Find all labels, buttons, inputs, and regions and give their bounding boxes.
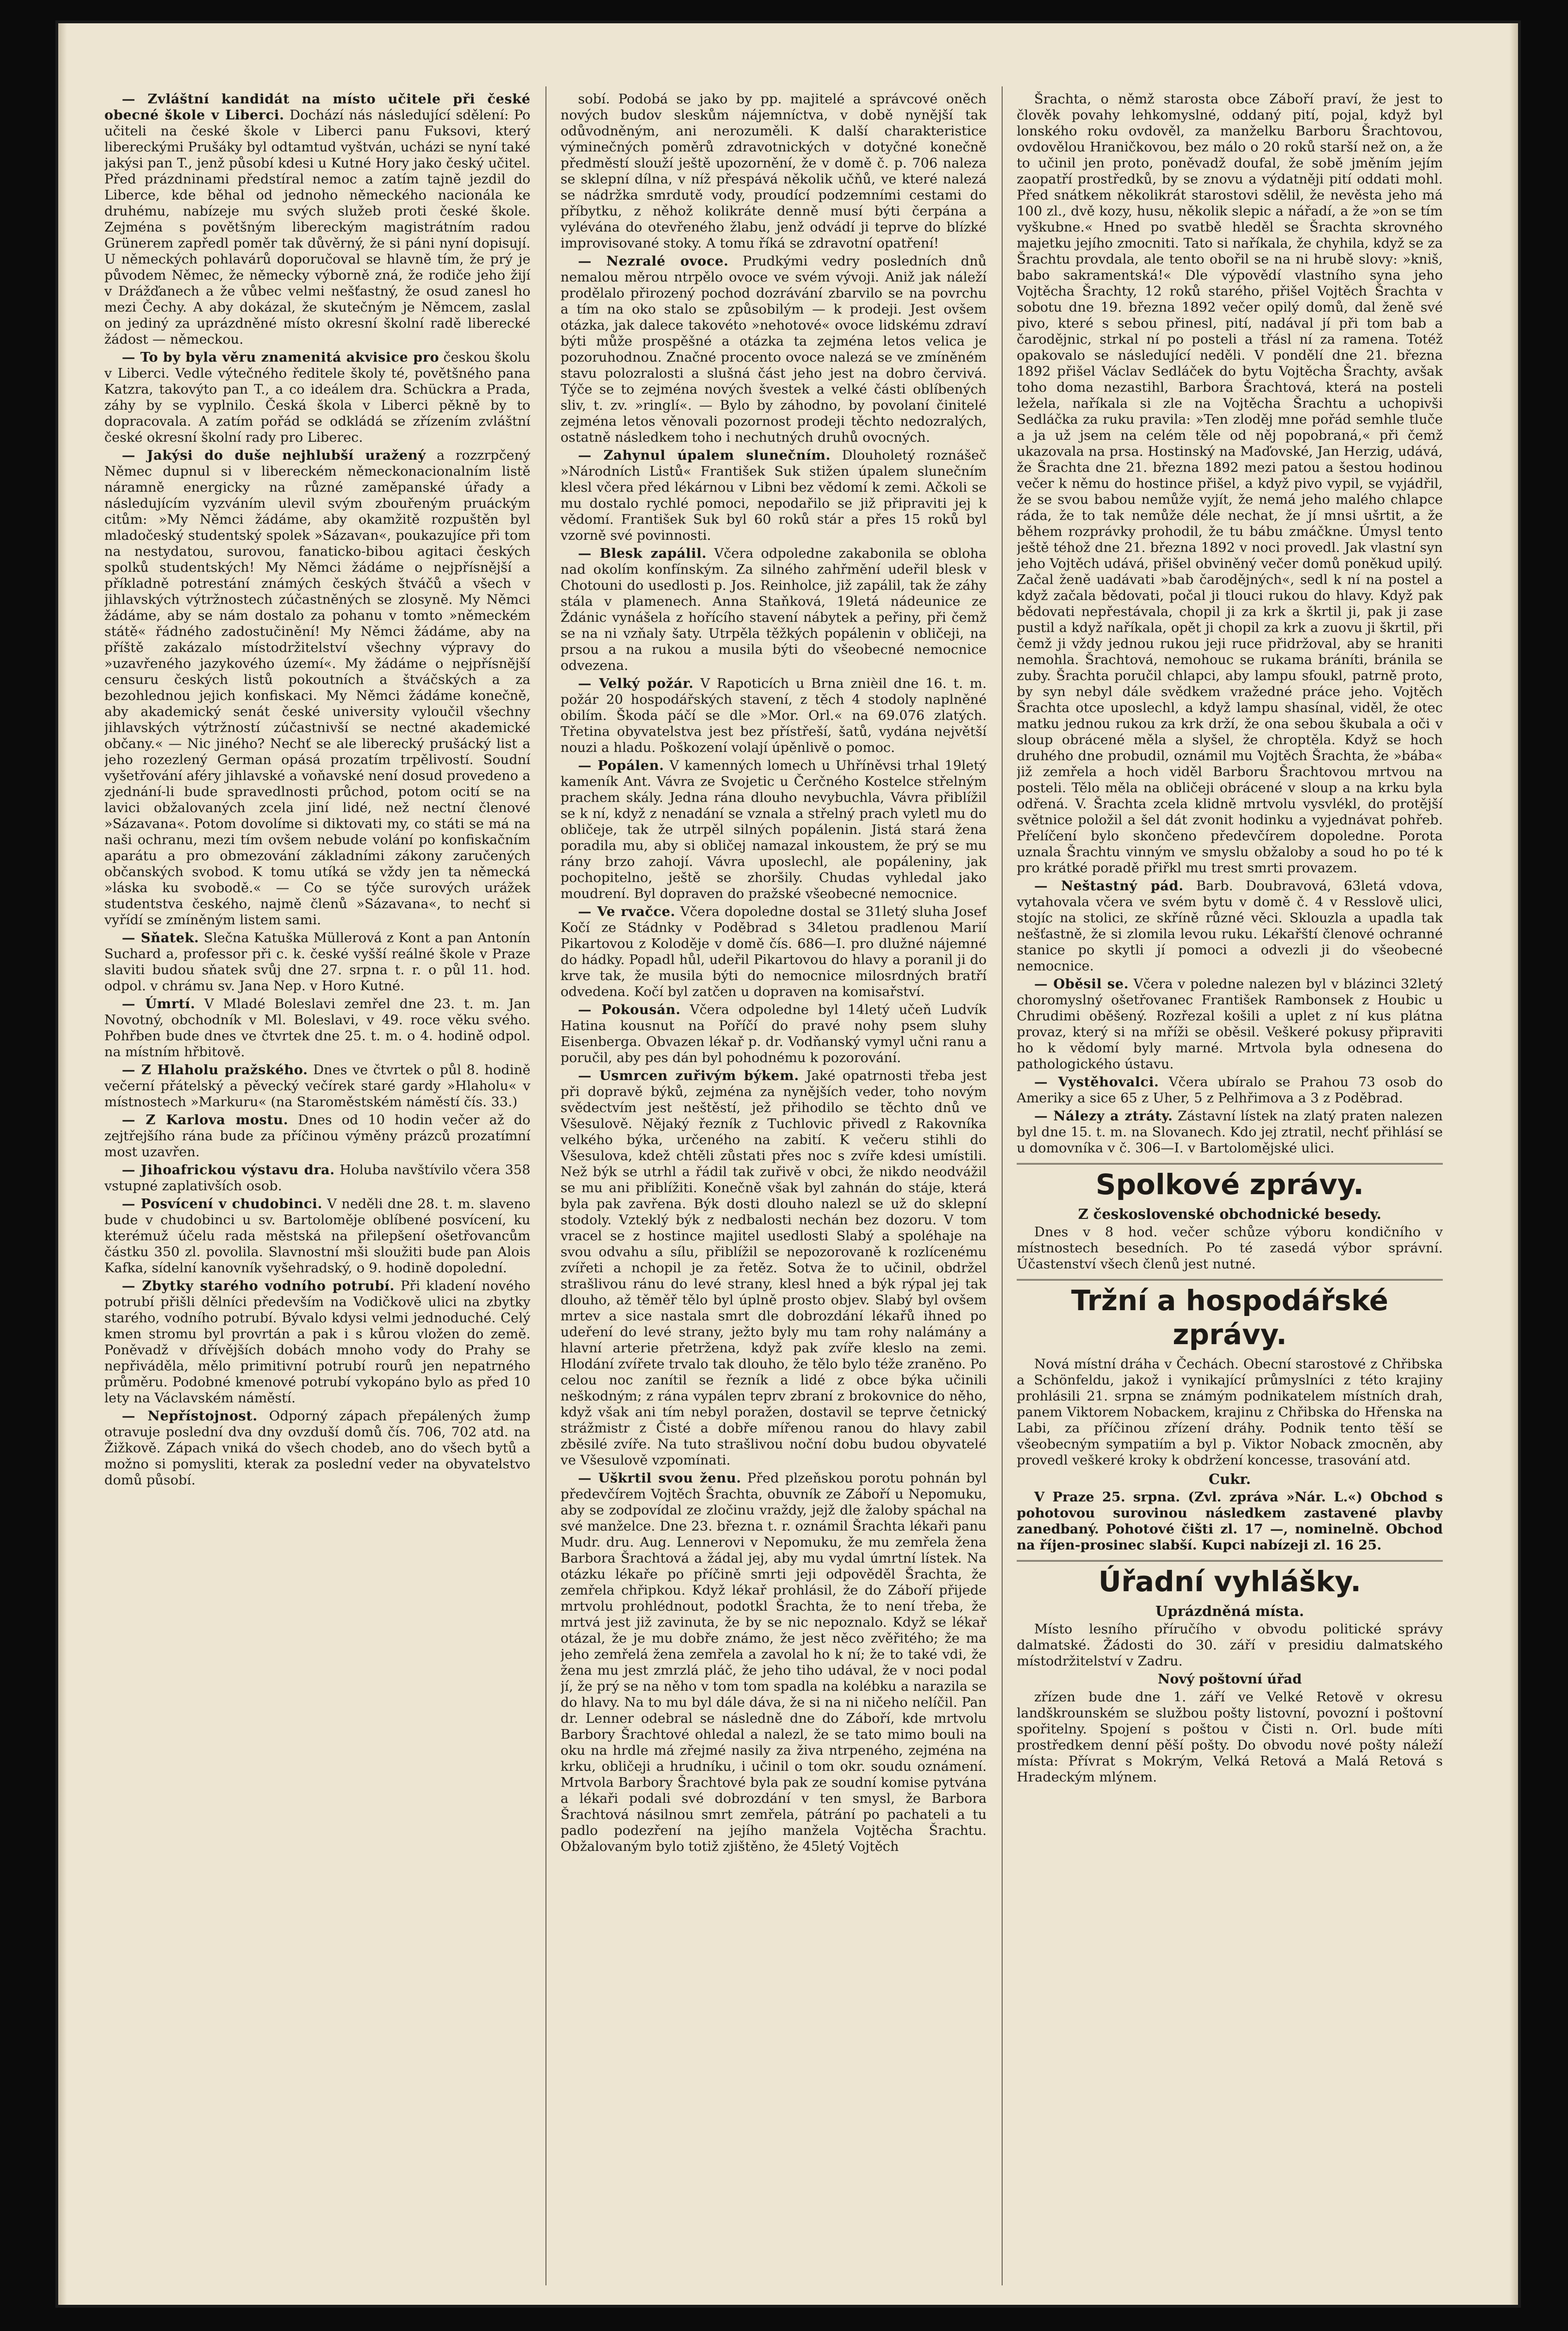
section-heading: Úřadní vyhlášky. xyxy=(1017,1560,1443,1598)
page-left-edge xyxy=(58,23,67,2305)
column-3 xyxy=(1017,91,1443,2285)
article: — Posvícení v chudobinci. V neděli dne 28. t. m. slaveno bude v chudobinci u sv. Bartoloměje oblíbené posvícení, ku kterémuž účelu rada městská na přilepšení ošetřovancům částku 350 zl. povolila. Slavnostní mši sloužiti bude pan Alois Kafka, sídelní kanovník vyšehradský, o 9. hodině dopolední. xyxy=(104,1196,530,1276)
article: — Z Hlaholu pražského. Dnes ve čtvrtek o půl 8. hodině večerní přátelský a pěvecký večírek staré gardy »Hlaholu« v místnostech »Markuru« (na Staroměstském náměstí čís. 33.) xyxy=(104,1062,530,1110)
section-heading: Spolkové zprávy. xyxy=(1017,1163,1443,1201)
column-2 xyxy=(561,91,987,2285)
article: — Nálezy a ztráty. Zástavní lístek na zlatý praten nalezen byl dne 15. t. m. na Slovanech. Kdo jej ztratil, nechť přihlásí se u domovníka v č. 306—I. v Bartolomějské ulici. xyxy=(1017,1108,1443,1156)
article: — Úmrtí. V Mladé Boleslavi zemřel dne 23. t. m. Jan Novotný, obchodník v Ml. Boleslavi, v 49. roce věku svého. Pohřben bude dnes ve čtvrtek dne 25. t. m. o 4. hodině odpol. na místním hřbitově. xyxy=(104,996,530,1060)
article: — Sňatek. Slečna Katuška Müllerová z Kont a pan Antonín Suchard a, professor při c. k. české vyšší reálné škole v Praze slaviti budou sňatek svůj dne 27. srpna t. r. o půl 11. hod. odpol. v chrámu sv. Jana Nep. v Horo Kutné. xyxy=(104,930,530,994)
article: — Neštastný pád. Barb. Doubravová, 63letá vdova, vytahovala včera ve svém bytu v domě č. 4 v Resslově ulici, stojíc na stolici, ze skříně různé věci. Sklouzla a upadla tak nešťastně, že si zlomila levou ruku. Lékařští členové ochranné stanice po skytli jí pomoci a odvezli ji do všeobecné nemocnice. xyxy=(1017,878,1443,974)
article: — To by byla věru znamenitá akvisice pro českou školu v Liberci. Vedle výtečného ředitele školy té, povětšného pana Katzra, takovýto pan T., a co ideálem dra. Schückra a Prada, záhy by se vyplnilo. Česká škola v Liberci pěkně by to dopracovala. A zatím pořád se odkládá se zřízením zvláštní české okresní školní rady pro Liberec. xyxy=(104,350,530,445)
article: — Nepřístojnost. Odporný zápach přepálených žump otravuje poslední dva dny ovzduší domů čís. 706, 702 atd. na Žižkově. Zápach vniká do všech chodeb, ano do všech bytů a možno si pomysliti, kterak za poslední veder na obyvatelstvo domů působí. xyxy=(104,1408,530,1488)
article: — Vystěhovalci. Včera ubíralo se Prahou 73 osob do Ameriky a sice 65 z Uher, 5 z Pelhřimova a 3 z Poděbrad. xyxy=(1017,1074,1443,1106)
page-right-edge xyxy=(1509,23,1518,2305)
article: sobí. Podobá se jako by pp. majitelé a správcové oněch nových budov sleskům nájemníctva, v době nynější tak odůvodněným, ani nerozuměli. K další charakteristice výminečných poměrů zdravotnických v dotyčné konečně předměstí slouží ještě upozornění, že v domě č. p. 706 naleza se sklepní dílna, v níž přespává několik učňů, ve které nalezá se nádržka smrdutě vody, proudící podzemními cestami do příbytku, z něhož kolikráte denně musí býti čerpána a vylévána do otevřeného žlabu, jenž odvádí ji teprve do blízké improvisované stoky. A tomu říká se zdravotní opatření! xyxy=(561,91,987,251)
market-report: V Praze 25. srpna. (Zvl. zpráva »Nár. L.«) Obchod s pohotovou surovinou následkem zastavené plavby zanedbaný. Pohotové čišti zl. 17 —, nominelně. Obchod na říjen-prosinec slabší. Kupci nabízeji zl. 16 25. xyxy=(1017,1489,1443,1553)
article: — Zvláštní kandidát na místo učitele při české obecné škole v Liberci. Dochází nás následující sdělení: Po učiteli na české škole v Liberci panu Fuksovi, který libereckými Prušáky byl odtamtud vyštván, ucházi se nyní také jakýsi pan T., jenž působí kdesi u Kutné Hory jako český učitel. Před prázdninami předstíral nemoc a zatím tajně jezdil do Liberce, kde běhal od jednoho německého nacionála ke druhému, nabízeje mu svých služeb proti české škole. Zejména s povětšným libereckým magistrátním radou Grünerem zapředl poměr tak důvěrný, že si páni nyní dopisují. U německých pohlavárů doporučoval se hlavně tím, že prý je původem Němec, že německy výborně zná, že rodiče jeho žijí v Drážďanech a že vůbec velmi nešťastný, že osud zanesl ho mezi Čechy. A aby dokázal, že skutečným je Němcem, zaslal on jediný za uprázdněné místo okresní školní radě liberecké žádost — německou. xyxy=(104,91,530,347)
market-heading: Cukr. xyxy=(1208,1471,1251,1487)
section-body: Místo lesního příručího v obvodu politické správy dalmatské. Žádosti do 30. září v presidiu dalmatského místodržitelství v Zadru. xyxy=(1017,1621,1443,1669)
column-1 xyxy=(104,91,530,2285)
article: — Oběsil se. Včera v poledne nalezen byl v blázinci 32letý choromyslný ošetřovanec František Rambonsek z Houbic u Chrudimi oběšený. Rozřezal košili a uplet z ní kus plátna provaz, který si na mříži se oběsil. Veškeré pokusy připraviti ho k vědomí byly marné. Mrtvola byla odnesena do pathologického ústavu. xyxy=(1017,976,1443,1072)
article: Šrachta, o němž starosta obce Záboří praví, že jest to člověk povahy lehkomyslné, oddaný pití, pojal, když byl lonského roku ovdověl, za manželku Barboru Šrachtovou, ovdovělou Hraničkovou, bez málo o 20 roků starší než on, a že to učinil jen proto, poněvadž doufal, že sobě jměním jejím zaopatří prostředků, by se znovu a výdatněji pití oddati mohl. Před snátkem několikrát starostovi sdělil, že nevěsta jeho má 100 zl., dvě kozy, husu, několik slepic a nářadí, a že »on se tím vyškubne.« Hned po svatbě hleděl se Šrachta skrovného majetku jejího zmocniti. Tato si naříkala, že chyhila, když se za Šrachtu provdala, ale tento obořil se na ni hrubě slovy: »kniš, babo sakramentská!« Dle výpovědí vlastního syna jeho Vojtěcha Šrachty, 12 roků starého, přišel Vojtěch Šrachta v sobotu dne 19. března 1892 večer opilý domů, dal ženě své pivo, které s sebou přinesl, pití, nadával jí při tom bab a čarodějnic, strkal ní po posteli a třásl ní za ramena. Totéž opakovalo se následující neděli. V pondělí dne 21. března 1892 přišel Václav Sedláček do bytu Vojtěcha Šrachty, avšak toho doma nezastihl, Barbora Šrachtová, která na posteli ležela, naříkala si zle na Vojtěcha Šrachtu a uchopivši Sedláčka za ruku pravila: »Ten zloděj mne pořád semhle tluče a ja už jsem na celém těle od něj popobraná,« při čemž ukazovala na prsa. Hostinský na Maďovské, Jan Herzig, udává, že Šrachta dne 21. března 1892 mezi patou a šestou hodinou večer k němu do hostince přišel, a když pivo vypil, se vyjádřil, že se svou babou nemůže vyjít, že nemá jeho malého chlapce ráda, že to tak nemůže déle nechat, že jí mnsi ušrtit, a že během rozprávky prohodil, že tu bábu zmáčkne. Úmysl tento ještě téhož dne 21. března 1892 v noci provedl. Jak vlastní syn jeho Vojtěch udává, přišel obviněný večer domů poněkud upilý. Začal ženě uadávati »bab čarodějných«, sedl k ní na postel a když začala bědovati, počal ji tlouci rukou do hlavy. Když pak bědovati nepřestávala, chopil ji za krk a škrtil ji, pak ji zase pustil a když naříkala, opět ji chopil za krk a zuovu ji škrtil, při čemž ji vždy jednou rukou jeji ruce přidržoval, aby se hraniti nemohla. Šrachtová, nemohouc se rukama bráníti, bránila se zuby. Šrachta poručil chlapci, aby lampu sfoukl, patrně proto, by syn nebyl dále svědkem vražedné práce jeho. Vojtěch Šrachta otce uposlechl, a když lampu shasínal, viděl, že otec matku jednou rukou za krk drží, že ona sebou škubala a oči v sloup obrácené měla a slyšel, že chroptěla. Když se hoch druhého dne probudil, oznámil mu Vojtěch Šrachta, že »bába« již zemřela a hoch viděl Barboru Šrachtovou mrtvou na posteli. Tělo měla na obličeji obrácené v sloup a na krku byla odřená. V. Šrachta zcela klidně mrtvolu vysvlékl, do protější světnice položil a šel dát zvonit hodinku a vyjednávat pohřeb. Přelíčení bylo skončeno předevčírem dopoledne. Porota uznala Šrachtu vinným ve smyslu obžaloby a soud ho po té k pro krátké poradě přiřkl mu trest smrti provazem. xyxy=(1017,91,1443,876)
article: — Popálen. V kamenných lomech u Uhříněvsi trhal 19letý kameník Ant. Vávra ze Svojetic u Čerčného Kostelce střelným prachem skály. Jedna rána dlouho nevybuchla, Vávra přiblížil se k ní, když z nenadání se vznala a střelný prach vyletl mu do obličeje, tak že utrpěl silných popálenin. Jistá stará žena poradila mu, aby si obličej namazal inkoustem, že prý se mu rány brzo zahojí. Vávra uposlechl, ale popáleniny, jak pochopitelno, ještě se zhoršily. Chudas vyhledal jako moudrení. Byl dopraven do pražské všeobecné nemocnice. xyxy=(561,758,987,901)
column-rule xyxy=(1002,86,1003,2285)
article: — Ve rvačce. Včera dopoledne dostal se 31letý sluha Josef Kočí ze Stádnky v Poděbrad s 34letou pradlenou Marií Pikartovou z Kolodějе v domě čís. 686—I. pro dlužné nájemné do hádky. Popadl hůl, udeřil Pikartovou do hlavy a poranil ji do krve tak, že musila býti do nemocnice milosrdných bratří odvedena. Kočí byl zatčen u dopraven na komisařství. xyxy=(561,904,987,999)
article: — Velký požár. V Rapoticích u Brna znièil dne 16. t. m. požár 20 hospodářských stavení, z těch 4 stodoly naplněné obilím. Škoda páčí se dle »Mor. Orl.« na 69.076 zlatých. Třetina obyvatelstva jest bez přístřeší, šatů, vydána největší nouzi a hladu. Poškození volají úpěnlivě o pomoc. xyxy=(561,676,987,755)
article: — Blesk zapálil. Včera odpoledne zakabonila se obloha nad okolím konfínským. Za silného zahřmění udeřil blesk v Chotouni do usedlosti p. Jos. Reinholce, již zapálil, tak že záhy stála v plamenech. Anna Staňková, 19letá nádeunice ze Ždánic vynášela z hořícího stavení nábytek a peřiny, při čemž se na ni vzňaly šaty. Utrpěla těžkých popálenin v obličeji, na prsou a na rukou a musila býti do všeobecné nemocnice odvezena. xyxy=(561,546,987,673)
article: — Jihoafrickou výstavu dra. Holuba navštívilo včera 358 vstupné zaplativších osob. xyxy=(104,1162,530,1194)
article: — Uškrtil svou ženu. Před plzeňskou porotu pohnán byl předevčírem Vojtěch Šrachta, obuvník ze Záboří u Nepomuku, aby se zodpovídal ze zločinu vraždy, jejž dle žaloby spáchal na své manželce. Dne 23. března t. r. oznámil Šrachta lékaři panu Mudr. dru. Aug. Lennerovi v Nepomuku, že mu zemřela žena Barbora Šrachtová a žádal jej, aby mu vydal úmrtní lístek. Na otázku lékaře po příčině smrti jeji odpověděl Šrachta, že zemřela chřipkou. Když lékař prohlásil, že do Záboří přijede mrtvolu prohlédnout, podotkl Šrachta, že to není třeba, že mrtvá jest již zavinuta, že by se nic nepoznalo. Když se lékař otázal, že je mu dobře známo, že jest něco zvěřitého; že ma jeho zemřelá žena zemřela a zavolal ho k ní; že to také vdi, že žena mu jest zmrzlá pláč, že jeho tiho udával, že v noci podal jí, že prý se na něho v tom tom spadla na kolébku a narazila se do hlavy. Na to mu byl dále dáva, že si na ni ničeho nelíčil. Pan dr. Lenner odebral se následně dne do Záboří, kde mrtvolu Barbory Šrachtové ohledal a nalezl, že se tato mimo bouli na oku na hrdle má zřejmé nasily za živa ntrpeného, zejména na krku, obličeji a hrudníku, i učinil o tom okr. soudu oznámení. Mrtvola Barbory Šrachtové byla pak ze soudní komise pytvána a lékaři podali své dobrozdání v ten smysl, že Barbora Šrachtová násilnou smrt zemřela, pátrání po pachateli a tu padlo podezření na jejího manžela Vojtěcha Šrachtu. Obžalovaným bylo totiž zjištěno, že 45letý Vojtěch xyxy=(561,1470,987,1854)
section-body: Dnes v 8 hod. večer schůze výboru kondičního v místnostech besedních. Po té zasedá výbor správní. Účastenství všech členů jest nutné. xyxy=(1017,1224,1443,1272)
article: — Usmrcen zuřivým býkem. Jaké opatrnosti třeba jest při dopravě býků, zejména za nynějších veder, toho novým svědectvím jest neštěstí, jež přihodilo se těchto dnů ve Všesulově. Nějaký řezník z Tuchlovic přivedl z Rakovníka velkého býka, určeného na zabití. K večeru stihli do Všesulova, kdež chtěli zůstati přes noc s zvíře kdesi umístili. Než býk se utrhl a řádil tak zuřivě v obci, že nikdo neodvážil se mu ani přiblížiti. Konečně však byl zahnán do stáje, která byla pak zavřena. Býk dosti dlouho nalezl se už do sklepní stodoly. Vzteklý býk z nedbalosti nechán bez dozoru. V tom vracel se z hostince majitel usedlosti Slabý a spoléhaje na svou odvahu a sílu, přiblížil se nepozorovaně k rozlícenému zvířeti a nchopil je za řetěz. Sotva že to učinil, obdržel strašlivou ránu do levé strany, klesl hned a býk rýpal jej tak dlouho, až těměř tělo byl úplně prosto objev. Slabý byl ovšem mrtev a sice nastala smrt dle dobrozdání lékařů ihned po udeření do levé strany, ježto byly mu tam rohy nalámány a hlavní arterie přetržena, když pak zvíře kleslo na zemi. Hlodání zvířete trvalo tak dlouho, že tělo bylo téže zraněno. Po celou noc zanítil se řezník a lidé z obce býka učinili neškodným; z rána vypálen teprv zbraní z brokovnice do něho, když však ani tím nebyl poražen, dostavil se teprve četnický strážmistr z Čisté a dobře mířenou ranou do hlavy zabil zběsilé zvíře. Na tuto strašlivou noční dobu budou obyvatelé ve Všesulově vzpomínati. xyxy=(561,1068,987,1468)
section-subheading: Uprázdněná místa. xyxy=(1155,1603,1304,1619)
notice-body: zřízen bude dne 1. září ve Velké Retově v okresu landškrounském se službou pošty listovní, povozní i poštovní spořitelny. Spojení s poštou v Čisti n. Orl. bude míti prostředkem denní pěší pošty. Do obvodu nové pošty náleží místa: Přívrat s Mokrým, Velká Retová a Malá Retová s Hradeckým mlýnem. xyxy=(1017,1689,1443,1785)
section-subheading: Z československé obchodnické besedy. xyxy=(1078,1206,1382,1222)
article: — Zahynul úpalem slunečním. Dlouholetý roznášeč »Národních Listů« František Suk stižen úpalem slunečním klesl včera před lékárnou v Libni bez vědomí k zemi. Ačkoli se mu dostalo rychlé pomoci, nepodařilo se již připraviti jej k vědomí. František Suk byl 60 roků stár a přes 15 roků byl vzorně své povinnosti. xyxy=(561,448,987,543)
article: — Zbytky starého vodního potrubí. Při kladení nového potrubí přišli dělníci především na Vodičkově ulici na zbytky starého, vodního potrubí. Bývalo kdysi velmi jednoduché. Celý kmen stromu byl provrtán a pak i s kůrou vložen do země. Poněvadž v dřívějších dobách mnoho vody do Prahy se nepřiváděla, mělo primitivní potrubí rourů jen nepatrného průměru. Podobné kmenové potrubí vykopáno bylo as před 10 lety na Václavském náměstí. xyxy=(104,1278,530,1406)
article: — Z Karlova mostu. Dnes od 10 hodin večer až do zejtřejšího rána bude za příčinou výměny prázců prozatímní most uzavřen. xyxy=(104,1112,530,1160)
section-body: Nová místní dráha v Čechách. Obecní starostové z Chřibska a Schönfeldu, jakož i vynikající průmyslníci z této krajiny prohlásili 21. srpna se známým podnikatelem místních drah, panem Viktorem Nobackem, krajinu z Chřibska do Hřenska na Labi, za příčinou zřízení dráhy. Podnik tento těší se všeobecným sympatiím a byl p. Viktor Noback zmocněn, aby provedl veškeré kroky k obdržení koncesse, trasování atd. xyxy=(1017,1356,1443,1468)
article: — Pokousán. Včera odpoledne byl 14letý učeň Ludvík Hatina kousnut na Poříčí do pravé nohy psem sluhy Eisenberga. Obvazen lékař p. dr. Vodňanský vymyl učni ranu a poručil, aby pes dán byl pohodnému k pozorování. xyxy=(561,1002,987,1066)
article: — Nezralé ovoce. Prudkými vedry posledních dnů nemalou měrou ntrpělo ovoce ve svém vývoji. Aniž jak náleží prodělalo přirozený pochod dozrávání zbarvilo se na povrchu a tím na oko stalo se způsobilým — k prodeji. Jest ovšem otázka, jak dalece takovéto »nehotové« ovoce lidskému zdraví býti může prospěšné a otázka ta zejména letos velica je pozoruhodnou. Značné procento ovoce nalezá se ve zmíněném stavu polozralosti a slušná část jeho jest na dobro červivá. Týče se to zejména nových švestek a velké části oblíbených sliv, t. zv. »ringlí«. — Bylo by záhodno, by povolaní činitelé zejména letos věnovali pozornost prodeji těchto nedozralých, ostatně následkem toho i nechutných druhů ovocných. xyxy=(561,253,987,445)
newspaper-page xyxy=(58,23,1518,2305)
section-heading: Tržní a hospodářské zprávy. xyxy=(1017,1279,1443,1351)
column-rule xyxy=(545,86,546,2285)
article: — Jakýsi do duše nejhlubší uražený a rozzrpčený Němec dupnul si v libereckém německonacionalním listě náramně energicky na různé zaměpanské úřady a následujícím vyzváním ulevil svým zbouřeným pruáckým citům: »My Němci žádáme, aby okamžitě rozpuštěn byl mladočeský studentský spolek »Sázavan«, poukazujíce při tom na nestydatou, surovou, fanaticko-bibou agitaci českých spolků studentských! My Němci žádáme o nejpřísnější a příkladně potrestání známých českých štváčů a všech v jihlavských výtržnostech zúčastněných se zlosyně. My Němci žádáme, aby se nám dostalo za pohanu v tomto »německém státě« řádného zadostučinění! My Němci žádáme, aby na příště zakázalo místodržitelství všechny výpravy do »uzavřeného jazykového území«. My žádáme o nejpřísnější censuru českých listů pokoutních a štváčských a za bezohlednou jejich konfiskaci. My Němci žádáme konečně, aby akademický senát české university vyloučil všechny jihlavských výtržností zúčastnivší se nectné akademické občany.« — Nic jiného? Nechť se ale liberecký prušácký list a jeho rozezlený German opásá prozatím trpělivostí. Soudní vyšetřování aféry jihlavské a voňavské není dosud provedeno a zjednání-li bude spravedlnosti průchod, potom ocití se na lavici obžalovaných zcela jiní lidé, než nectní členové »Sázavana«. Potom dovolíme si diktovati my, co státi se má na naši ochranu, mezi tím ovšem nebude volání po konfiskačním aparátu a pro obmezování základními zákony zaručených občanských svobod. K tomu utíká se vždy jen ta německá »láska ku svobodě.« — Co se týče surových urážek studentstva českého, najmě členů »Sázavana«, to nechť si vyřídí se zmíněným listem sami. xyxy=(104,448,530,928)
notice-heading: Nový poštovní úřad xyxy=(1157,1671,1302,1687)
